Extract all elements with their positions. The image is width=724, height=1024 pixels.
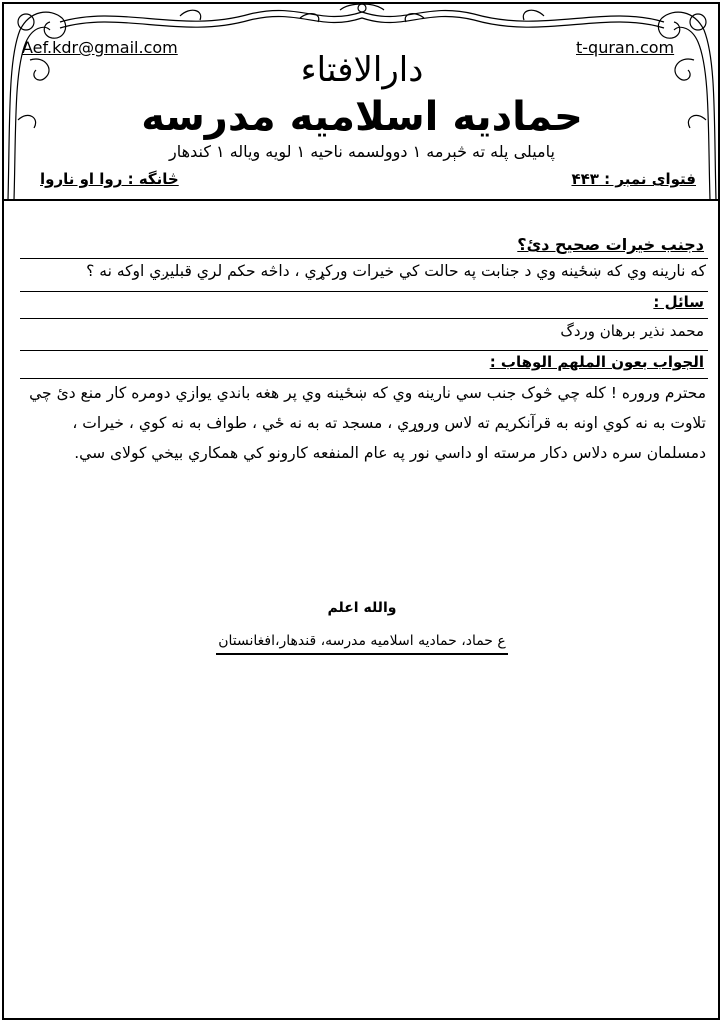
address-line: پاميلى پله ته څېرمه ۱ دوولسمه ناحیه ۱ لویه ویاله ۱ کندهار [169,142,555,161]
asker-name: محمد نذیر برهان وردگ [560,322,704,340]
answer-label: الجواب بعون الملهم الوهاب : [489,353,704,371]
question-title: دجنب خیرات صحیح دئ؟ [517,235,704,254]
signature [0,633,724,649]
divider [20,291,708,292]
divider [20,350,708,351]
institution-title: حمادیه اسلامیه مدرسه [141,94,583,140]
website-link[interactable]: t-quran.com [576,38,675,57]
institution-subtitle: دارالافتاء [300,50,424,90]
signature-text: ع حماد، حمادیه اسلامیه مدرسه، قندهار،افغانستان [216,633,508,655]
asker-label: سائل : [653,293,704,311]
divider [20,258,708,259]
fatwa-number: فتوای نمبر : ۴۴۳ [571,170,696,188]
question-text: که نارینه وي که ښځینه وي د جنابت په حالت کي خیرات ورکړي ، داڅه حکم لري قبلیږي اوکه نه ؟ [86,262,706,280]
email-link[interactable]: Aef.kdr@gmail.com [22,38,178,57]
closing-phrase: والله اعلم [327,600,397,616]
answer-text: محترم وروره ! کله چي څوک جنب سي نارینه وي که ښځینه وي پر هغه باندي یوازي دومره کار منع دئ چي تلاوت به نه کوي اونه به قرآنکریم ته لاس وروړي ، مسجد ته به نه ځي ، طواف به نه کوي ، خیرات ، دمسلمان سره دلاس دکار مرسته او داسي نور په عام المنفعه کارونو کي همکاري بیخي کولای سي. [29,384,706,462]
fatwa-category: څانگه : روا او ناروا [40,170,179,188]
divider [20,318,708,319]
header-divider [4,199,720,201]
